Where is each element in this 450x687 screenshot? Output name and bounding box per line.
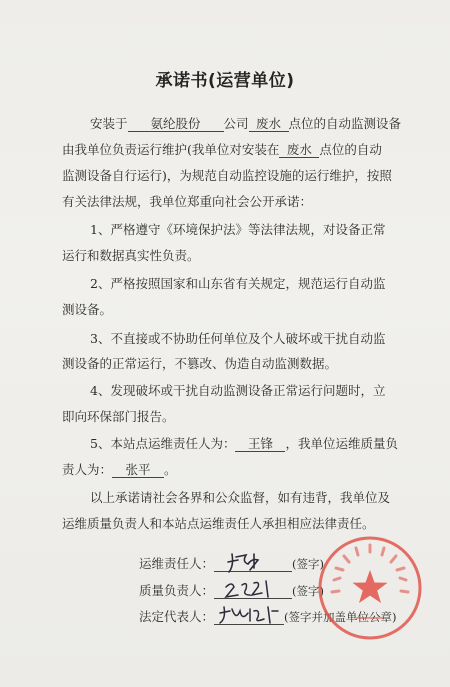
text-fragment: 安装于 [90, 116, 128, 131]
company-field: 氨纶股份 [128, 117, 224, 132]
quality-signature-row [139, 583, 324, 599]
text-fragment: 点位的自动 [319, 142, 382, 157]
point-field: 废水 [249, 117, 289, 132]
item5-line1 [90, 436, 398, 452]
item2-line1: 2、严格按照国家和山东省有关规定，规范运行自动监 [90, 276, 386, 291]
ops-signature-line [214, 557, 292, 572]
ops-signature-label: 运维责任人： [139, 556, 215, 571]
quality-signature-label: 质量负责人： [139, 583, 215, 598]
closing-line1: 以上承诺请社会各界和公众监督，如有违背，我单位及 [90, 490, 391, 505]
text-fragment: 5、本站点运维责任人为： [90, 436, 236, 451]
handwritten-signature-icon [214, 601, 284, 627]
company-seal-icon [316, 534, 424, 642]
item3-line1: 3、不直接或不协助任何单位及个人破坏或干扰自动监 [90, 331, 386, 346]
item3-line2: 测设备的正常运行，不篡改、伪造自动监测数据。 [62, 356, 338, 371]
closing-line2: 运维质量负责人和本站点运维责任人承担相应法律责任。 [62, 516, 375, 531]
para1-line1 [90, 116, 401, 132]
legal-signature-label: 法定代表人： [139, 609, 215, 624]
handwritten-signature-icon [214, 575, 292, 601]
para1-line3: 监测设备自行运行)，为规范自动监控设施的运行维护，按照 [62, 168, 392, 183]
item4-line2: 即向环保部门报告。 [62, 409, 175, 424]
text-fragment: 公司 [223, 116, 249, 131]
para1-line4: 有关法律法规，我单位郑重向社会公开承诺： [62, 194, 313, 209]
text-fragment: 。 [164, 462, 177, 477]
text-fragment: 责人为： [62, 462, 113, 477]
item1-line2: 运行和数据真实性负责。 [62, 248, 200, 263]
item5-line2 [62, 462, 177, 478]
item2-line2: 测设备。 [62, 302, 113, 317]
quality-signature-line [214, 584, 292, 599]
item4-line1: 4、发现破坏或干扰自动监测设备正常运行问题时，立 [90, 383, 386, 398]
quality-person-field: 张平 [112, 463, 164, 478]
text-fragment: ，我单位运维质量负 [285, 436, 398, 451]
point-field-2: 废水 [279, 143, 319, 158]
para1-line2 [62, 142, 382, 158]
legal-signature-note: (签字并加盖单位公章) [284, 610, 397, 624]
handwritten-signature-icon [214, 548, 292, 574]
document-title: 承诺书(运营单位) [155, 71, 295, 91]
ops-signature-note: (签字) [292, 557, 324, 571]
text-fragment: 由我单位负责运行维护(我单位对安装在 [62, 142, 280, 157]
quality-signature-note: (签字) [292, 584, 324, 598]
item1-line1: 1、严格遵守《环境保护法》等法律法规，对设备正常 [90, 222, 386, 237]
text-fragment: 点位的自动监测设备 [288, 116, 402, 131]
legal-signature-line [214, 610, 284, 625]
ops-signature-row [139, 556, 324, 572]
ops-person-field: 王锋 [235, 437, 285, 452]
